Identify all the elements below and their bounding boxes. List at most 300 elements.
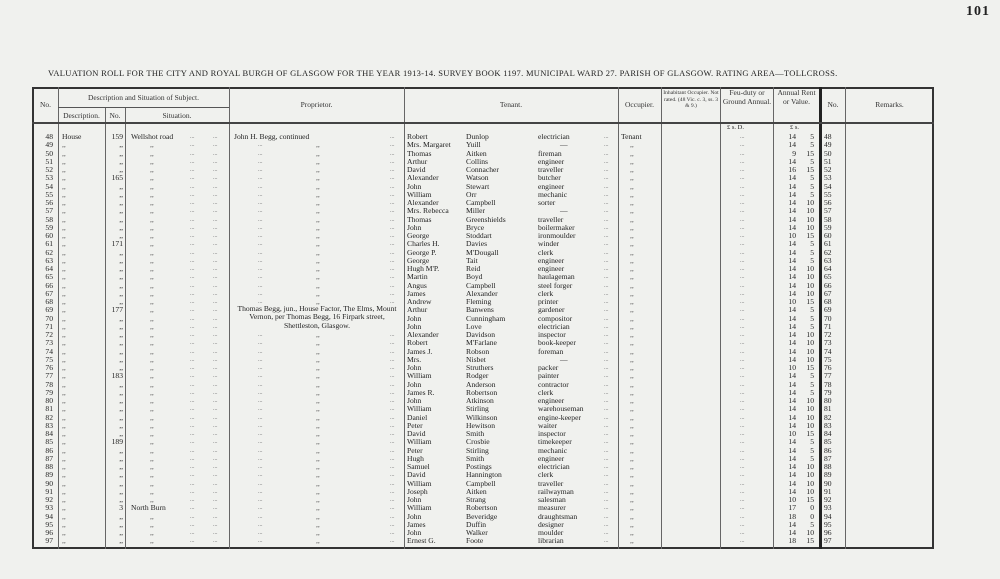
- row-subject-number: ,,: [119, 255, 123, 265]
- row-number-right: 53: [824, 173, 832, 183]
- row-description: ,,: [62, 453, 66, 463]
- filler-dots: ...: [190, 439, 195, 446]
- row-number: 79: [45, 387, 53, 397]
- row-tenant-surname: Nisbet: [466, 354, 486, 364]
- row-description: ,,: [62, 140, 66, 150]
- row-tenant-first-name: William: [407, 189, 432, 199]
- row-tenant-surname: Campbell: [466, 280, 496, 290]
- row-tenant-first-name: Peter: [407, 445, 423, 455]
- column-divider: [661, 87, 662, 549]
- row-tenant-surname: Connacher: [466, 165, 499, 174]
- filler-dots: ...: [213, 356, 218, 363]
- filler-dots: ...: [213, 406, 218, 413]
- row-number-right: 73: [824, 338, 832, 348]
- row-proprietor: John H. Begg, continued: [234, 132, 310, 141]
- filler-dots: ...: [213, 480, 218, 487]
- row-occupier: ,,: [630, 189, 634, 199]
- row-number: 74: [45, 346, 53, 356]
- row-subject-number: ,,: [119, 387, 123, 397]
- filler-dots: ...: [258, 464, 263, 470]
- row-description: ,,: [62, 387, 66, 397]
- filler-dots: ...: [258, 233, 263, 239]
- filler-dots: ...: [190, 150, 195, 157]
- row-tenant-first-name: Martin: [407, 272, 428, 282]
- row-tenant-occupation: traveller: [538, 165, 564, 174]
- row-description: ,,: [62, 189, 66, 199]
- filler-dots: ...: [258, 175, 263, 182]
- row-situation: ,,: [150, 462, 154, 471]
- row-rent-shillings: 10: [806, 470, 814, 480]
- filler-dots: ...: [190, 422, 195, 429]
- row-subject-number: ,,: [119, 198, 123, 207]
- row-tenant-occupation: timekeeper: [538, 437, 572, 447]
- filler-dots: ...: [604, 175, 609, 182]
- row-situation: ,,: [150, 412, 154, 422]
- filler-dots: ...: [604, 381, 609, 388]
- row-proprietor-ditto: ,,: [316, 478, 320, 488]
- row-occupier: ,,: [630, 297, 634, 306]
- row-situation: ,,: [150, 495, 154, 504]
- filler-dots: ...: [740, 472, 745, 479]
- row-rent-pounds: 10: [788, 429, 796, 438]
- row-tenant-first-name: George: [407, 231, 430, 240]
- row-tenant-first-name: David: [407, 429, 426, 438]
- row-number-right: 89: [824, 470, 832, 480]
- filler-dots: ...: [190, 530, 195, 536]
- annual-units: £ s.: [790, 124, 800, 131]
- row-situation: ,,: [150, 280, 154, 290]
- row-description: ,,: [62, 486, 66, 496]
- row-rent-pounds: 14: [788, 272, 796, 282]
- filler-dots: ...: [740, 513, 745, 520]
- row-number: 96: [45, 528, 53, 537]
- filler-dots: ...: [190, 414, 195, 421]
- row-number: 85: [45, 437, 53, 447]
- row-number: 89: [45, 470, 53, 480]
- row-tenant-occupation: engineer: [538, 181, 565, 191]
- filler-dots: ...: [190, 406, 195, 413]
- row-occupier: ,,: [630, 239, 634, 249]
- row-proprietor-ditto: ,,: [316, 363, 320, 372]
- row-rent-pounds: 14: [788, 478, 796, 488]
- filler-dots: ...: [740, 365, 745, 371]
- row-rent-pounds: 14: [788, 462, 796, 471]
- row-description: ,,: [62, 198, 66, 207]
- row-tenant-first-name: John: [407, 181, 422, 191]
- row-tenant-first-name: David: [407, 470, 426, 480]
- filler-dots: ...: [740, 431, 745, 437]
- row-occupier: ,,: [630, 140, 634, 150]
- filler-dots: ...: [604, 431, 609, 437]
- row-situation: ,,: [150, 297, 154, 306]
- column-divider: [773, 87, 774, 549]
- filler-dots: ...: [213, 431, 218, 437]
- row-number: 72: [45, 330, 53, 339]
- row-tenant-first-name: Hugh: [407, 453, 424, 463]
- filler-dots: ...: [740, 315, 745, 322]
- row-number: 59: [45, 222, 53, 232]
- row-proprietor-ditto: ,,: [316, 297, 320, 306]
- row-tenant-first-name: Alexander: [407, 198, 439, 207]
- filler-dots: ...: [390, 257, 395, 264]
- row-tenant-first-name: William: [407, 503, 432, 513]
- row-number: 57: [45, 206, 53, 216]
- header-description-group: Description and Situation of Subject.: [87, 93, 200, 102]
- row-rent-pounds: 14: [788, 313, 796, 323]
- filler-dots: ...: [213, 323, 218, 330]
- row-tenant-surname: Stirling: [466, 404, 489, 414]
- filler-dots: ...: [258, 497, 263, 503]
- row-tenant-occupation: painter: [538, 371, 560, 381]
- row-occupier: ,,: [630, 495, 634, 504]
- row-subject-number: ,,: [119, 272, 123, 282]
- filler-dots: ...: [390, 134, 395, 140]
- row-tenant-first-name: Thomas: [407, 148, 432, 158]
- row-tenant-first-name: William: [407, 371, 432, 381]
- row-rent-shillings: 10: [806, 478, 814, 488]
- filler-dots: ...: [213, 241, 218, 248]
- filler-dots: ...: [213, 224, 218, 231]
- row-rent-shillings: 5: [810, 305, 814, 315]
- row-subject-number: 3: [119, 503, 123, 513]
- row-tenant-first-name: Alexander: [407, 173, 439, 183]
- row-proprietor-ditto: ,,: [316, 511, 320, 521]
- filler-dots: ...: [604, 158, 609, 165]
- row-situation: ,,: [150, 404, 154, 414]
- filler-dots: ...: [604, 389, 609, 396]
- row-tenant-surname: Campbell: [466, 478, 496, 488]
- row-tenant-first-name: William: [407, 404, 432, 414]
- filler-dots: ...: [190, 200, 195, 206]
- filler-dots: ...: [213, 398, 218, 404]
- row-subject-number: ,,: [119, 536, 123, 546]
- row-description: ,,: [62, 330, 66, 339]
- row-number: 64: [45, 264, 53, 273]
- filler-dots: ...: [390, 381, 395, 388]
- row-rent-shillings: 15: [806, 429, 814, 438]
- filler-dots: ...: [740, 381, 745, 388]
- header-no-right: No.: [827, 100, 839, 109]
- row-subject-number: ,,: [119, 429, 123, 438]
- row-tenant-surname: Fleming: [466, 297, 492, 306]
- row-tenant-surname: Struthers: [466, 363, 494, 372]
- row-rent-pounds: 14: [788, 354, 796, 364]
- row-number: 71: [45, 321, 53, 331]
- row-proprietor-ditto: ,,: [316, 222, 320, 232]
- filler-dots: ...: [190, 175, 195, 182]
- row-rent-shillings: 15: [806, 231, 814, 240]
- row-subject-number: ,,: [119, 247, 123, 257]
- filler-dots: ...: [740, 175, 745, 182]
- filler-dots: ...: [258, 266, 263, 272]
- row-number: 55: [45, 189, 53, 199]
- row-situation: ,,: [150, 354, 154, 364]
- row-rent-pounds: 14: [788, 519, 796, 529]
- filler-dots: ...: [213, 414, 218, 421]
- row-rent-shillings: 5: [810, 132, 814, 141]
- row-tenant-occupation: traveller: [538, 214, 564, 224]
- row-tenant-occupation: —: [560, 140, 568, 150]
- header-annual-rent: Annual Rent or Value.: [777, 88, 816, 106]
- row-number: 86: [45, 445, 53, 455]
- row-situation: ,,: [150, 288, 154, 298]
- row-proprietor-ditto: ,,: [316, 420, 320, 430]
- filler-dots: ...: [258, 365, 263, 371]
- row-rent-shillings: 5: [810, 239, 814, 249]
- row-number: 49: [45, 140, 53, 150]
- row-occupier: ,,: [630, 486, 634, 496]
- row-number-right: 51: [824, 156, 832, 166]
- row-occupier: ,,: [630, 478, 634, 488]
- filler-dots: ...: [190, 307, 195, 314]
- filler-dots: ...: [258, 158, 263, 165]
- row-description: ,,: [62, 148, 66, 158]
- row-situation: ,,: [150, 330, 154, 339]
- filler-dots: ...: [740, 406, 745, 413]
- filler-dots: ...: [604, 216, 609, 223]
- row-situation: ,,: [150, 206, 154, 216]
- row-occupier: ,,: [630, 321, 634, 331]
- row-occupier: ,,: [630, 247, 634, 257]
- row-rent-pounds: 14: [788, 396, 796, 405]
- filler-dots: ...: [190, 290, 195, 297]
- filler-dots: ...: [390, 373, 395, 380]
- filler-dots: ...: [213, 299, 218, 305]
- row-tenant-first-name: John: [407, 396, 422, 405]
- filler-dots: ...: [604, 200, 609, 206]
- row-tenant-surname: Robson: [466, 346, 490, 356]
- row-subject-number: 165: [111, 173, 123, 183]
- filler-dots: ...: [740, 439, 745, 446]
- row-number: 54: [45, 181, 53, 191]
- row-occupier: ,,: [630, 288, 634, 298]
- filler-dots: ...: [258, 183, 263, 190]
- filler-dots: ...: [190, 191, 195, 198]
- filler-dots: ...: [604, 134, 609, 140]
- row-tenant-surname: Davidson: [466, 330, 496, 339]
- row-rent-shillings: 15: [806, 297, 814, 306]
- filler-dots: ...: [740, 150, 745, 157]
- column-divider: [404, 87, 405, 549]
- row-tenant-first-name: Robert: [407, 338, 428, 348]
- row-situation: ,,: [150, 231, 154, 240]
- row-tenant-occupation: engineer: [538, 264, 565, 273]
- row-proprietor-ditto: ,,: [316, 536, 320, 546]
- row-description: ,,: [62, 420, 66, 430]
- row-number: 62: [45, 247, 53, 257]
- row-number-right: 72: [824, 330, 832, 339]
- row-number: 61: [45, 239, 53, 249]
- filler-dots: ...: [390, 191, 395, 198]
- row-occupier: ,,: [630, 437, 634, 447]
- filler-dots: ...: [740, 340, 745, 347]
- row-number: 94: [45, 511, 53, 521]
- filler-dots: ...: [740, 348, 745, 355]
- row-rent-pounds: 14: [788, 239, 796, 249]
- row-number-right: 76: [824, 363, 832, 372]
- filler-dots: ...: [604, 464, 609, 470]
- header-description: Description.: [63, 111, 100, 120]
- row-description: ,,: [62, 247, 66, 257]
- filler-dots: ...: [190, 299, 195, 305]
- row-situation: ,,: [150, 198, 154, 207]
- filler-dots: ...: [604, 274, 609, 281]
- row-tenant-occupation: inspector: [538, 330, 566, 339]
- row-proprietor-ditto: ,,: [316, 206, 320, 216]
- row-number-right: 63: [824, 255, 832, 265]
- filler-dots: ...: [213, 150, 218, 157]
- row-situation: ,,: [150, 511, 154, 521]
- filler-dots: ...: [390, 414, 395, 421]
- filler-dots: ...: [604, 150, 609, 157]
- filler-dots: ...: [390, 464, 395, 470]
- header-tenant: Tenant.: [499, 100, 523, 109]
- filler-dots: ...: [604, 505, 609, 512]
- header-subject-no: No.: [109, 111, 121, 120]
- row-proprietor-ditto: ,,: [316, 165, 320, 174]
- row-proprietor-ditto: ,,: [316, 156, 320, 166]
- row-tenant-surname: Orr: [466, 189, 477, 199]
- row-description: ,,: [62, 156, 66, 166]
- row-situation: ,,: [150, 181, 154, 191]
- filler-dots: ...: [213, 175, 218, 182]
- row-proprietor-ditto: ,,: [316, 239, 320, 249]
- filler-dots: ...: [258, 332, 263, 338]
- row-situation: ,,: [150, 379, 154, 389]
- row-rent-shillings: 5: [810, 140, 814, 150]
- row-occupier: ,,: [630, 453, 634, 463]
- row-rent-pounds: 14: [788, 214, 796, 224]
- row-subject-number: ,,: [119, 379, 123, 389]
- filler-dots: ...: [190, 158, 195, 165]
- filler-dots: ...: [604, 513, 609, 520]
- row-rent-pounds: 14: [788, 247, 796, 257]
- row-rent-shillings: 10: [806, 486, 814, 496]
- row-description: ,,: [62, 503, 66, 513]
- filler-dots: ...: [190, 315, 195, 322]
- row-description: ,,: [62, 354, 66, 364]
- row-tenant-occupation: engineer: [538, 396, 565, 405]
- filler-dots: ...: [604, 241, 609, 248]
- row-subject-number: ,,: [119, 486, 123, 496]
- filler-dots: ...: [190, 241, 195, 248]
- row-tenant-surname: Tait: [466, 255, 478, 265]
- row-situation: ,,: [150, 255, 154, 265]
- row-proprietor-ditto: ,,: [316, 330, 320, 339]
- row-description: ,,: [62, 478, 66, 488]
- filler-dots: ...: [213, 497, 218, 503]
- row-subject-number: ,,: [119, 156, 123, 166]
- filler-dots: ...: [258, 290, 263, 297]
- row-number-right: 57: [824, 206, 832, 216]
- filler-dots: ...: [390, 290, 395, 297]
- filler-dots: ...: [604, 167, 609, 173]
- row-tenant-occupation: draughtsman: [538, 511, 578, 521]
- filler-dots: ...: [258, 521, 263, 528]
- filler-dots: ...: [258, 150, 263, 157]
- row-rent-shillings: 5: [810, 387, 814, 397]
- row-occupier: ,,: [630, 462, 634, 471]
- row-tenant-first-name: James: [407, 288, 426, 298]
- filler-dots: ...: [258, 348, 263, 355]
- filler-dots: ...: [190, 167, 195, 173]
- row-tenant-surname: Yuill: [466, 140, 481, 150]
- row-tenant-occupation: engineer: [538, 453, 565, 463]
- row-situation: ,,: [150, 420, 154, 430]
- row-tenant-first-name: John: [407, 379, 422, 389]
- filler-dots: ...: [258, 257, 263, 264]
- filler-dots: ...: [213, 521, 218, 528]
- row-subject-number: ,,: [119, 297, 123, 306]
- row-rent-shillings: 10: [806, 420, 814, 430]
- row-rent-shillings: 10: [806, 396, 814, 405]
- filler-dots: ...: [258, 505, 263, 512]
- row-tenant-surname: Smith: [466, 453, 485, 463]
- column-divider: [720, 87, 721, 549]
- filler-dots: ...: [604, 472, 609, 479]
- row-tenant-surname: M'Farlane: [466, 338, 497, 348]
- row-number-right: 58: [824, 214, 832, 224]
- filler-dots: ...: [258, 389, 263, 396]
- row-number-right: 78: [824, 379, 832, 389]
- row-subject-number: ,,: [119, 462, 123, 471]
- filler-dots: ...: [190, 447, 195, 454]
- row-subject-number: ,,: [119, 148, 123, 158]
- row-description: ,,: [62, 173, 66, 183]
- filler-dots: ...: [213, 488, 218, 495]
- filler-dots: ...: [213, 216, 218, 223]
- row-number: 67: [45, 288, 53, 298]
- filler-dots: ...: [213, 365, 218, 371]
- row-subject-number: ,,: [119, 181, 123, 191]
- filler-dots: ...: [190, 389, 195, 396]
- filler-dots: ...: [740, 290, 745, 297]
- row-subject-number: ,,: [119, 420, 123, 430]
- filler-dots: ...: [604, 530, 609, 536]
- filler-dots: ...: [213, 257, 218, 264]
- row-situation: ,,: [150, 156, 154, 166]
- row-number-right: 67: [824, 288, 832, 298]
- header-proprietor: Proprietor.: [300, 100, 333, 109]
- row-occupier: ,,: [630, 528, 634, 537]
- row-rent-shillings: 10: [806, 354, 814, 364]
- row-rent-pounds: 14: [788, 173, 796, 183]
- row-proprietor-ditto: ,,: [316, 354, 320, 364]
- filler-dots: ...: [258, 381, 263, 388]
- row-situation: ,,: [150, 346, 154, 356]
- filler-dots: ...: [390, 158, 395, 165]
- filler-dots: ...: [604, 348, 609, 355]
- filler-dots: ...: [258, 398, 263, 404]
- filler-dots: ...: [213, 134, 218, 140]
- filler-dots: ...: [604, 406, 609, 413]
- filler-dots: ...: [740, 241, 745, 248]
- row-proprietor-ditto: ,,: [316, 404, 320, 414]
- row-tenant-first-name: Robert: [407, 132, 428, 141]
- row-rent-shillings: 10: [806, 412, 814, 422]
- header-situation: Situation.: [162, 111, 192, 120]
- row-proprietor-ditto: ,,: [316, 503, 320, 513]
- filler-dots: ...: [190, 332, 195, 338]
- row-tenant-surname: Anderson: [466, 379, 496, 389]
- row-number: 81: [45, 404, 53, 414]
- filler-dots: ...: [190, 183, 195, 190]
- filler-dots: ...: [190, 373, 195, 380]
- row-tenant-first-name: Mrs.: [407, 354, 422, 364]
- filler-dots: ...: [604, 538, 609, 545]
- row-tenant-occupation: compositor: [538, 313, 573, 323]
- row-tenant-first-name: David: [407, 165, 426, 174]
